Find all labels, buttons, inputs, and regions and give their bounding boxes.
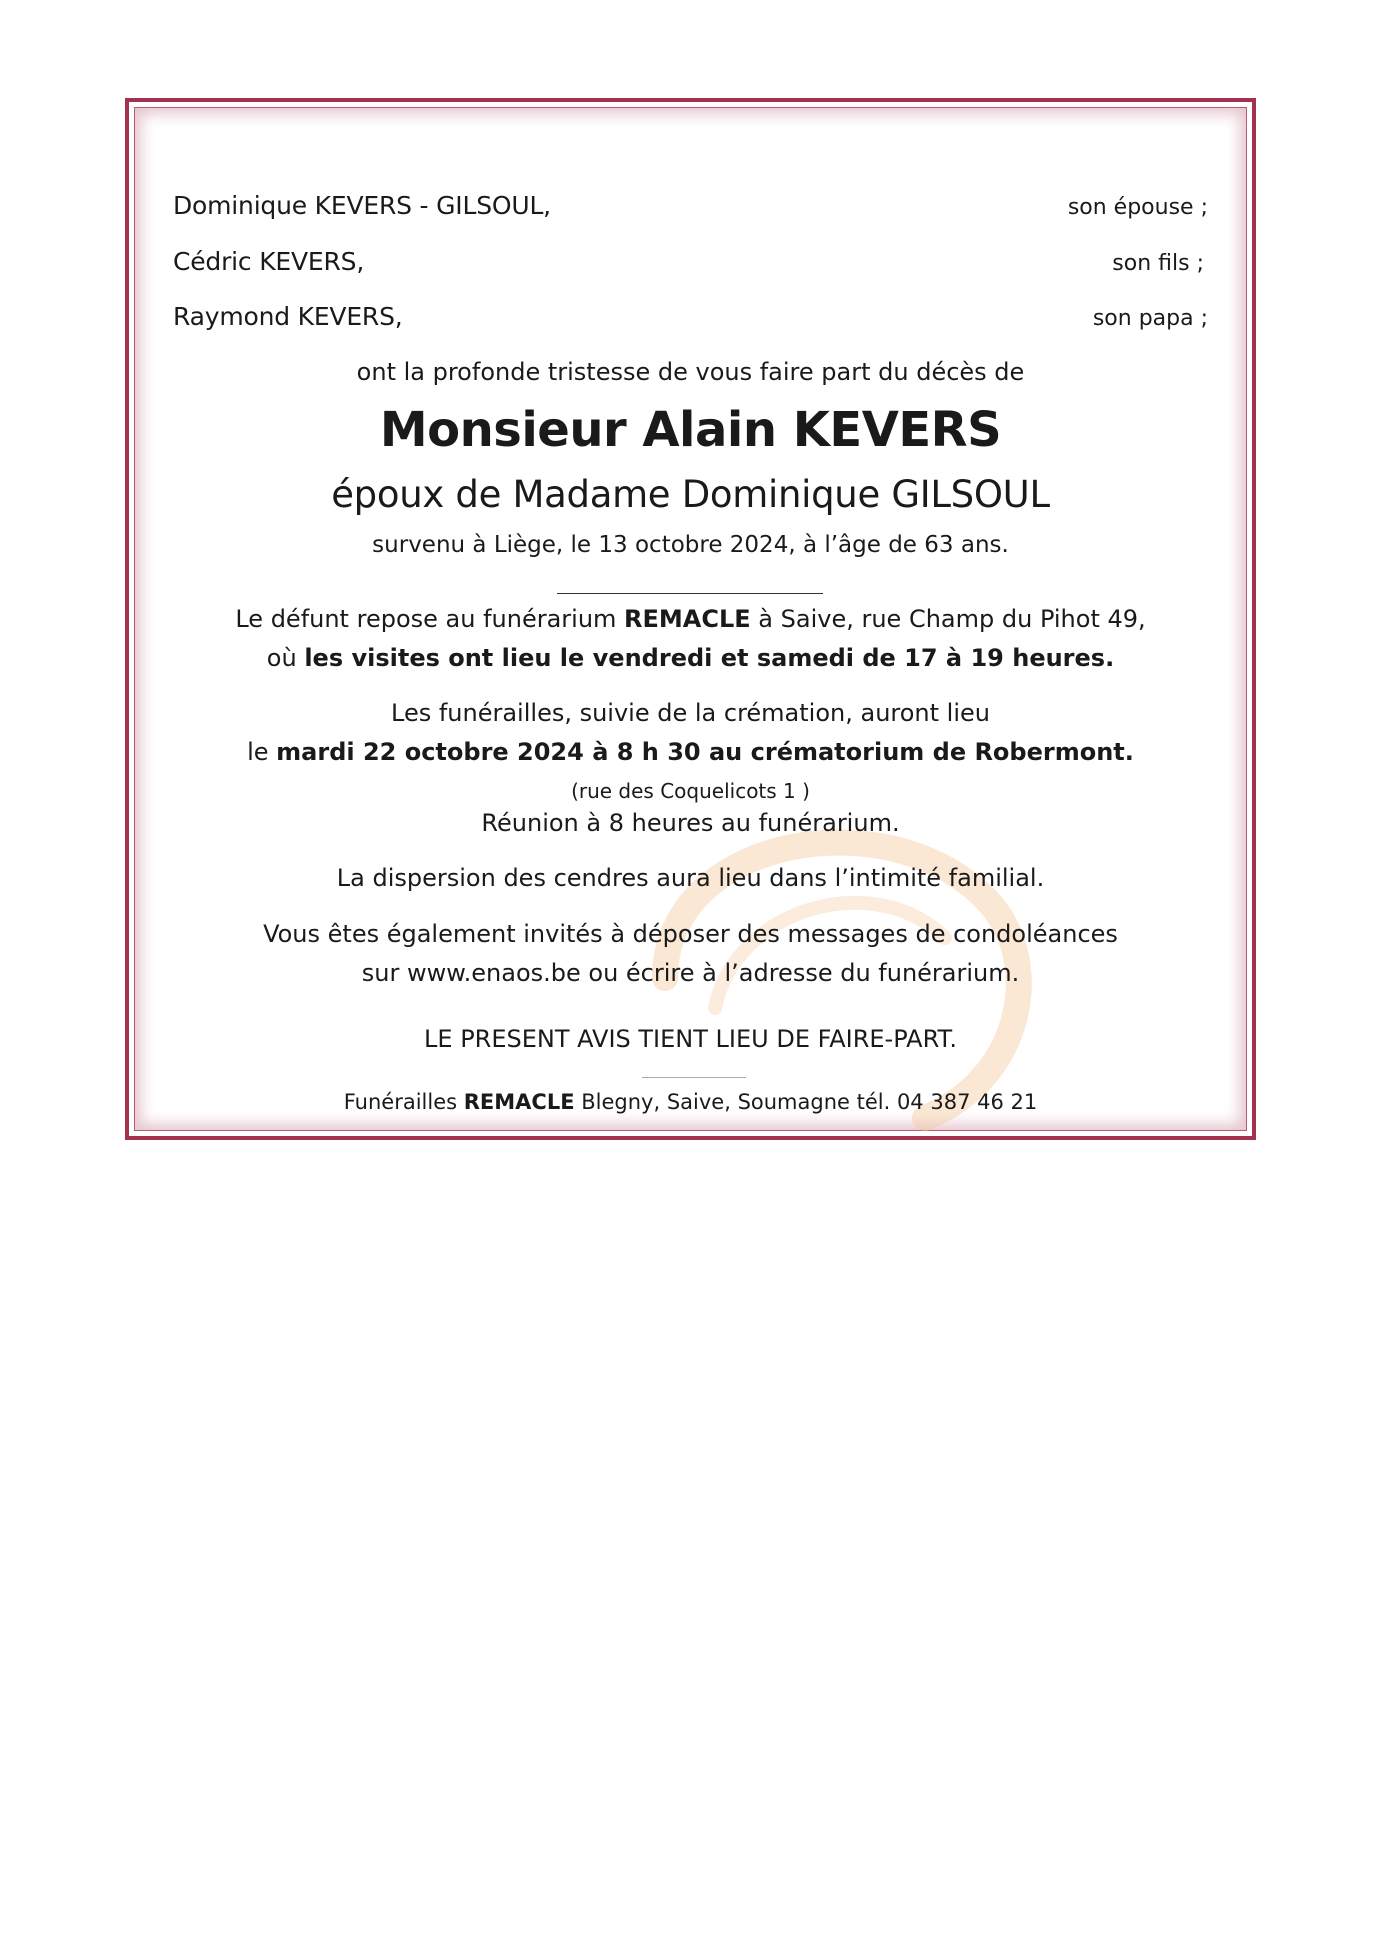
spouse-line: époux de Madame Dominique GILSOUL (331, 473, 1050, 516)
crematorium-address: (rue des Coquelicots 1 ) (571, 779, 810, 803)
family-row (173, 191, 1208, 220)
separator-line (557, 593, 823, 594)
deceased-name: Monsieur Alain KEVERS (379, 402, 1002, 458)
family-relation: son fils ; (1112, 251, 1204, 276)
funeral-line-2: le mardi 22 octobre 2024 à 8 h 30 au crématorium de Robermont. (247, 738, 1134, 766)
family-relation: son épouse ; (1067, 195, 1208, 220)
condolences-line-1: Vous êtes également invités à déposer des messages de condoléances (263, 920, 1118, 948)
family-row (173, 302, 1208, 331)
condolences-line-2: sur www.enaos.be ou écrire à l’adresse du funérarium. (361, 959, 1020, 987)
death-line: survenu à Liège, le 13 octobre 2024, à l’âge de 63 ans. (372, 532, 1009, 558)
family-name: Raymond KEVERS, (173, 302, 403, 331)
family-row (173, 247, 1208, 276)
card-inner-frame (134, 107, 1247, 1131)
rest-line-1: Le défunt repose au funérarium REMACLE à Saive, rue Champ du Pihot 49, (235, 605, 1146, 633)
meeting-line: Réunion à 8 heures au funérarium. (481, 809, 900, 837)
family-name: Dominique KEVERS - GILSOUL, (173, 191, 551, 220)
family-name: Cédric KEVERS, (173, 247, 365, 276)
footer-line: Funérailles REMACLE Blegny, Saive, Soumagne tél. 04 387 46 21 (343, 1090, 1038, 1114)
notice-line: LE PRESENT AVIS TIENT LIEU DE FAIRE-PART. (424, 1025, 957, 1053)
obituary-card (125, 98, 1256, 1140)
dispersion-line: La dispersion des cendres aura lieu dans l’intimité familial. (336, 864, 1045, 892)
rest-line-2: où les visites ont lieu le vendredi et samedi de 17 à 19 heures. (266, 644, 1115, 672)
family-relation: son papa ; (1092, 306, 1208, 331)
intro-text: ont la profonde tristesse de vous faire part du décès de (356, 358, 1025, 386)
funeral-line-1: Les funérailles, suivie de la crémation, auront lieu (391, 699, 990, 727)
footer-separator (642, 1077, 746, 1078)
